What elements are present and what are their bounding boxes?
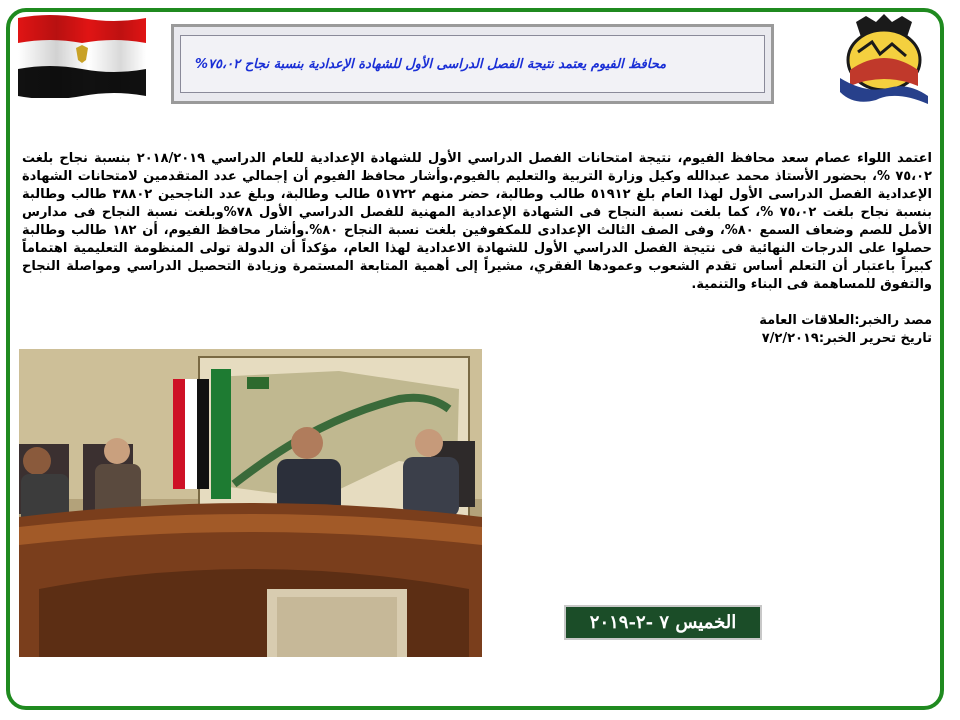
news-date: تاريخ تحرير الخبر:٧/٢/٢٠١٩ <box>761 331 932 346</box>
article-body: اعتمد اللواء عصام سعد محافظ الفيوم، نتيجة امتحانات الفصل الدراسي الأول للشهادة الإعدادية للعام الدراسي ٢٠١٨/٢٠١٩ بنسبة نجاح بلغت ٧٥،٠٢ %، بحضور الأستاذ محمد عبدالله وكيل وزارة التربية والتعليم بالفيوم.وأشار محافظ الفيوم أن إجمالي عدد المتقدمين لامتحانات الشهادة الإعدادية الفصل الدراسى الأول لهذا العام بلغ ٥١٩١٢ طالب وطالبة، حضر منهم ٥١٧٢٢ طالب وطالبة، وبلغ عدد الناجحين ٣٨٨٠٢ طالب وطالبة بنسبة نجاح بلغت ٧٥،٠٢ %، كما بلغت نسبة النجاح فى الشهادة الإعدادية المهنية للفصل الدراسي الأول ٧٨%وبلغت نسبة النجاح فى مدارس الأمل للصم وضعاف السمع ٨٠%، وفى الصف الثالث الإعدادى للمكفوفين بلغت نسبة النجاح ٨٠%.وأشار محافظ الفيوم، أن ١٨٢ طالب وطالبة حصلوا على الدرجات النهائية فى نتيجة الفصل الدراسي الأول للشهادة الاعدادية لهذا العام، مؤكداً أن الدولة تولى المنظومة التعليمية اهتماماً كبيراً باعتبار أن التعلم أساس تقدم الشعوب وعمودها الفقري، مشيراً إلى أهمية المتابعة المستمرة وزيادة التحصيل الدراسي ومواصلة النجاح والتفوق للمساهمة فى البناء والتنمية. <box>22 151 932 292</box>
meeting-photo <box>19 349 482 657</box>
headline-box <box>171 24 774 104</box>
date-badge: الخميس ٧ -٢-٢٠١٩ <box>564 605 762 640</box>
headline-inner <box>180 35 765 93</box>
headline-title: محافظ الفيوم يعتمد نتيجة الفصل الدراسى الأول للشهادة الإعدادية بنسبة نجاح ٧٥،٠٢% <box>195 56 667 72</box>
news-source: مصد رالخبر:العلاقات العامة <box>759 313 932 328</box>
egypt-flag-icon <box>16 12 148 98</box>
fayoum-governorate-logo-icon <box>836 12 932 108</box>
